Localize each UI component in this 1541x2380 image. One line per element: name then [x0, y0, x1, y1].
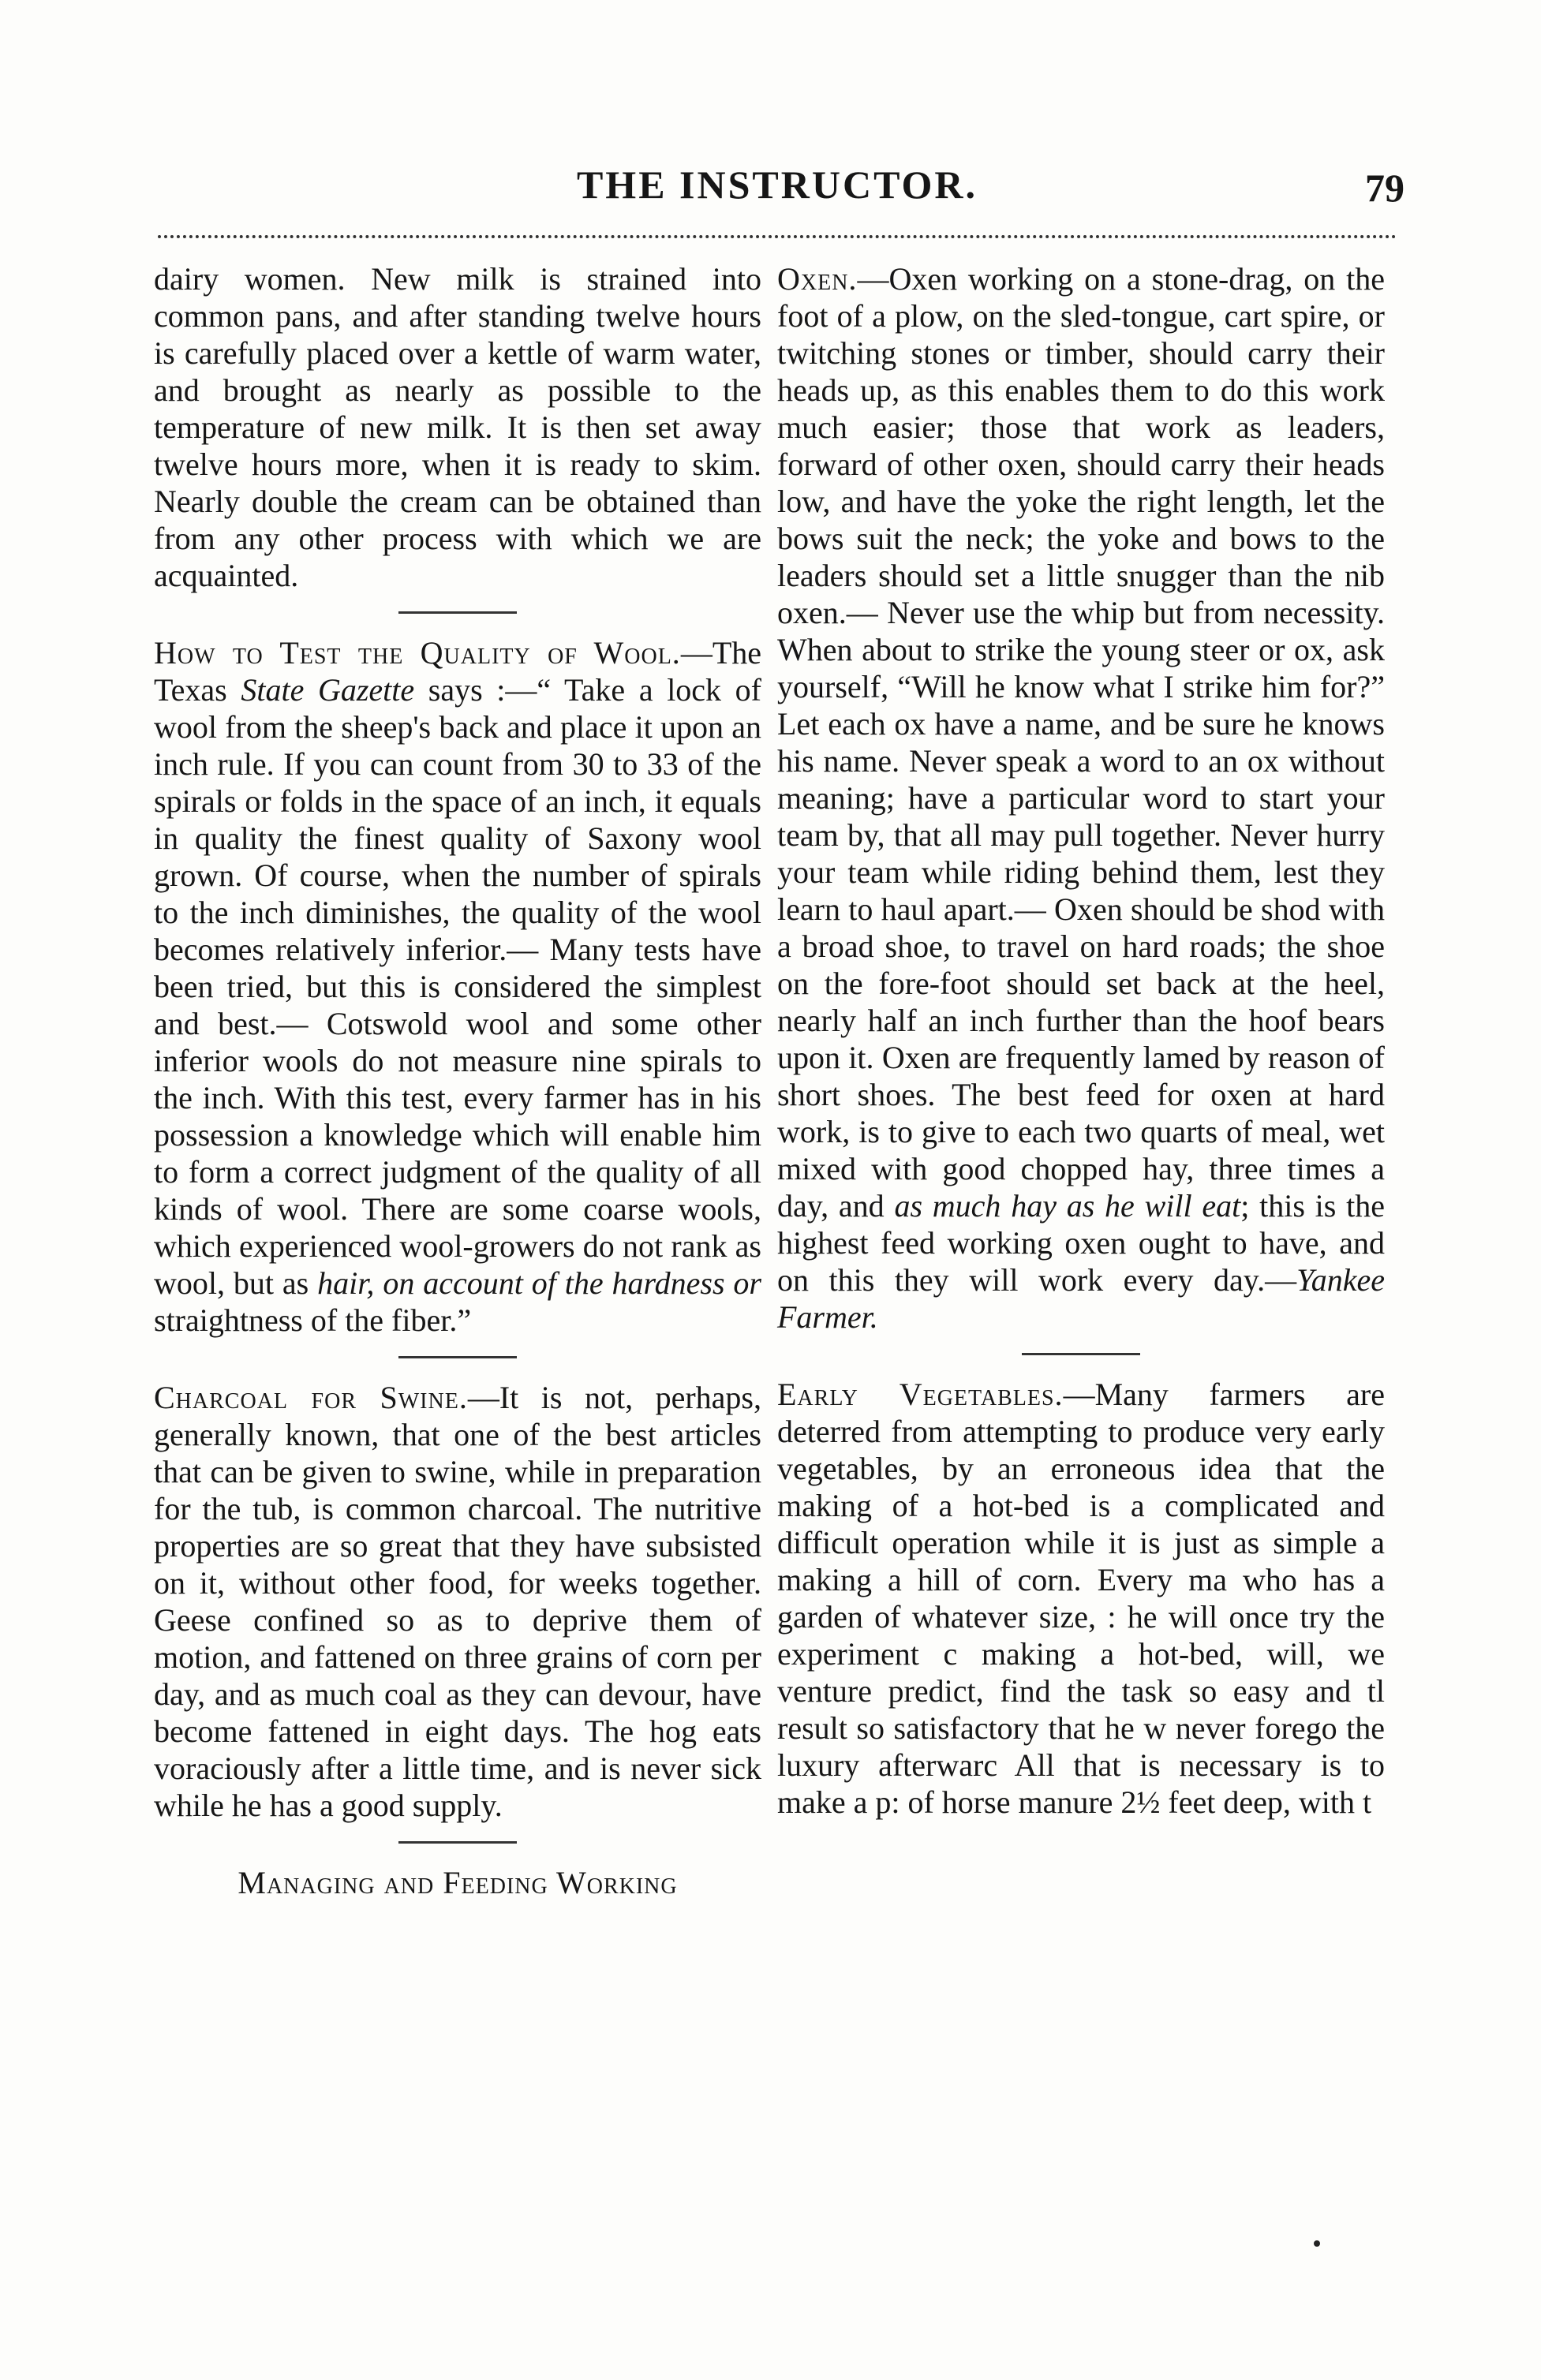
wool-italic-tail: hair, on account of the hardness or [317, 1265, 762, 1301]
oxen-heading: Oxen. [777, 261, 858, 297]
charcoal-article [154, 1379, 761, 1824]
dairy-paragraph: dairy women. New milk is strained into common pans, and after standing twelve hours is carefully placed over a kettle of warm water, and brought as nearly as possible to the temperature of new milk. It is then set away twelve hours more, when it is ready to skim. Nearly double the cream can be obtained than from any other process with which we are acquainted. [154, 261, 761, 593]
running-title: THE INSTRUCTOR. [576, 163, 978, 207]
wool-heading: How to Test the Quality of Wool. [154, 635, 681, 671]
left-column [154, 260, 761, 1901]
wool-closing: straightness of the fiber.” [154, 1302, 472, 1338]
oxen-article [777, 260, 1385, 1336]
oxen-italic-phrase: as much hay as he will eat [894, 1188, 1241, 1224]
section-divider [1022, 1353, 1140, 1355]
wool-text-lead: —The Texas [154, 635, 761, 708]
oxen-text: —Oxen working on a stone-drag, on the foot of a plow, on the sled-tongue, cart spire, or twitching stones or timber, should carry their heads up, as this enables them to do this work much easier; those that work as leaders, forward of other oxen, should carry their heads low, and have the yoke the right length, let the bows suit the neck; the yoke and bows to the leaders should set a little snugger than the nib oxen.— Never use the whip but from necessity. When about to strike the young steer or ox, ask yourself, “Will he know what I strike him for?” Let each ox have a name, and be sure he knows his name. Never speak a word to an ox without meaning; have a particular word to start your team by, that all may pull together. Never hurry your team while riding behind them, lest they learn to haul apart.— Oxen should be shod with a broad shoe, to travel on hard roads; the shoe on the fore-foot should set back at the heel, nearly half an inch further than the hoof bears upon it. Oxen are frequently lamed by reason of short shoes. The best feed for oxen at hard work, is to give to each two quarts of meal, wet mixed with good chopped hay, three times a day, and [777, 261, 1385, 1224]
charcoal-text: —It is not, perhaps, generally known, that one of the best articles that can be given to swine, while in preparation for the tub, is common charcoal. The nutritive properties are so great that they have subsisted on it, without other food, for weeks together. Geese confined so as to deprive them of motion, and fattened on three grains of corn per day, and as much coal as they can devour, have become fattened in eight days. The hog eats voraciously after a little time, and is never sick while he has a good supply. [154, 1380, 762, 1823]
wool-source: State Gazette [241, 672, 415, 708]
right-column [777, 260, 1385, 1821]
charcoal-heading: Charcoal for Swine. [154, 1380, 468, 1415]
section-divider [398, 1356, 517, 1358]
wool-article [154, 634, 761, 1339]
oxen-text-end: ; this is the highest feed working oxen ought to have, and on this they will work every day.— [777, 1188, 1385, 1298]
vegetables-article [777, 1376, 1385, 1821]
section-divider [398, 611, 517, 614]
page-header [150, 162, 1404, 217]
vegetables-text: —Many farmers are deterred from attempting to produce very early vegetables, by an erroneous idea that the making of a hot-bed is a complicated and difficult operation while it is just as simple a making a hill of corn. Every ma who has a garden of whatever size, : he will once try the experiment c making a hot-bed, will, we venture predict, find the task so easy and tl result so satisfactory that he w never forego the luxury afterwarc All that is necessary is to make a p: of horse manure 2½ feet deep, with t [777, 1377, 1386, 1820]
oxen-heading-start: Managing and Feeding Working [238, 1865, 678, 1900]
vegetables-heading: Early Vegetables. [777, 1377, 1064, 1412]
header-rule [158, 235, 1397, 238]
wool-text-body: says :—“ Take a lock of wool from the sheep's back and place it upon an inch rule. If you can count from 30 to 33 of the spirals or folds in the space of an inch, it equals in quality the finest quality of Saxony wool grown. Of course, when the number of spirals to the inch diminishes, the quality of the wool becomes relatively inferior.— Many tests have been tried, but this is considered the simplest and best.— Cotswold wool and some other inferior wools do not measure nine spirals to the inch. With this test, every farmer has in his possession a knowledge which will enable him to form a correct judgment of the quality of all kinds of wool. There are some coarse wools, which experienced wool-growers do not rank as wool, but as [154, 672, 761, 1301]
page-number: 79 [1365, 166, 1404, 210]
section-divider [398, 1841, 517, 1844]
oxen-source: Yankee Farmer. [777, 1262, 1385, 1335]
ink-dot [1314, 2240, 1320, 2247]
